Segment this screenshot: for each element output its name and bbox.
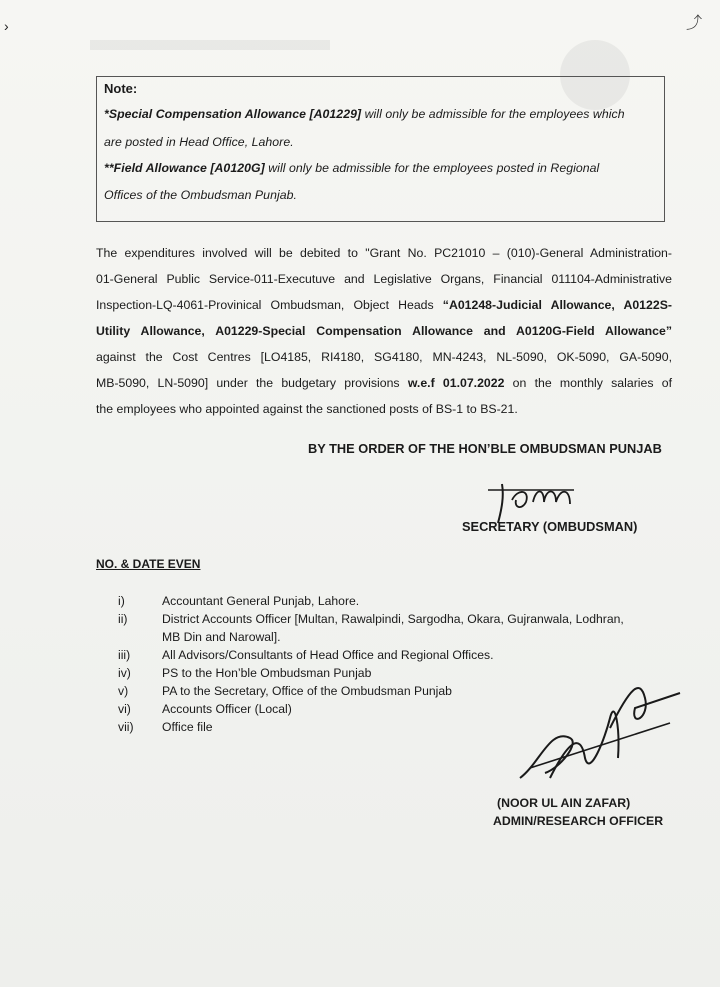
- para-line-6a: MB-5090, LN-5090] under the budgetary provisions: [96, 376, 408, 390]
- para-line-6: [96, 370, 672, 396]
- distribution-number: i): [118, 594, 125, 608]
- note-line-3-rest: will only be admissible for the employees posted in Regional: [264, 161, 600, 175]
- distribution-text: Office file: [162, 720, 213, 734]
- note-line-1-bold: *Special Compensation Allowance [A01229]: [104, 107, 362, 121]
- note-line-3: [104, 161, 599, 175]
- officer-name: (NOOR UL AIN ZAFAR): [497, 796, 631, 810]
- arrow-icon: ⤴: [686, 15, 703, 32]
- note-line-3-bold: **Field Allowance [A0120G]: [104, 161, 265, 175]
- para-line-6-bold: w.e.f 01.07.2022: [407, 376, 505, 390]
- para-line-5: against the Cost Centres [LO4185, RI4180, SG4180, MN-4243, NL-5090, OK-5090, GA-5090,: [96, 350, 672, 364]
- distribution-text-continued: MB Din and Narowal].: [162, 630, 281, 644]
- distribution-text: All Advisors/Consultants of Head Office and Regional Offices.: [162, 648, 494, 662]
- distribution-number: iv): [118, 666, 131, 680]
- para-line-4-bold: Utility Allowance, A01229-Special Compensation Allowance and A0120G-Field Allowance”: [96, 324, 672, 338]
- para-line-6b: on the monthly salaries of: [504, 376, 672, 390]
- para-line-1: The expenditures involved will be debited to "Grant No. PC21010 – (010)-General Administration-: [96, 246, 672, 260]
- distribution-number: vi): [118, 702, 131, 716]
- distribution-text: District Accounts Officer [Multan, Rawalpindi, Sargodha, Okara, Gujranwala, Lodhran,: [162, 612, 624, 626]
- no-and-date-heading: NO. & DATE EVEN: [96, 557, 201, 571]
- para-line-2: 01-General Public Service-011-Executuve and Legislative Organs, Financial 011104-Administrative: [96, 272, 672, 286]
- para-line-7: the employees who appointed against the sanctioned posts of BS-1 to BS-21.: [96, 402, 518, 416]
- officer-title: ADMIN/RESEARCH OFFICER: [493, 814, 664, 828]
- distribution-text: PS to the Hon’ble Ombudsman Punjab: [162, 666, 372, 680]
- distribution-number: iii): [118, 648, 131, 662]
- order-line: BY THE ORDER OF THE HON’BLE OMBUDSMAN PUNJAB: [308, 441, 662, 456]
- distribution-text: Accountant General Punjab, Lahore.: [162, 594, 360, 608]
- note-line-2: are posted in Head Office, Lahore.: [104, 135, 294, 149]
- corner-tick-icon: ›: [4, 18, 9, 34]
- note-line-1: [104, 107, 625, 121]
- para-line-3: [96, 292, 672, 318]
- show-through-ghost-text: [90, 40, 330, 50]
- para-line-4: [96, 318, 672, 344]
- distribution-text: PA to the Secretary, Office of the Ombudsman Punjab: [162, 684, 452, 698]
- distribution-text: Accounts Officer (Local): [162, 702, 292, 716]
- para-line-3-bold: “A01248-Judicial Allowance, A0122S-: [442, 298, 672, 312]
- para-line-3-text: Inspection-LQ-4061-Provinical Ombudsman, Object Heads: [96, 298, 443, 312]
- expenditure-paragraph: [96, 240, 672, 422]
- note-line-4: Offices of the Ombudsman Punjab.: [104, 188, 297, 202]
- note-title: Note:: [104, 81, 138, 96]
- distribution-number: ii): [118, 612, 128, 626]
- distribution-number: v): [118, 684, 129, 698]
- note-box: [96, 76, 665, 222]
- officer-signature: [510, 668, 690, 798]
- note-line-1-rest: will only be admissible for the employees which: [361, 107, 625, 121]
- distribution-number: vii): [118, 720, 134, 734]
- secretary-title: SECRETARY (OMBUDSMAN): [462, 519, 638, 534]
